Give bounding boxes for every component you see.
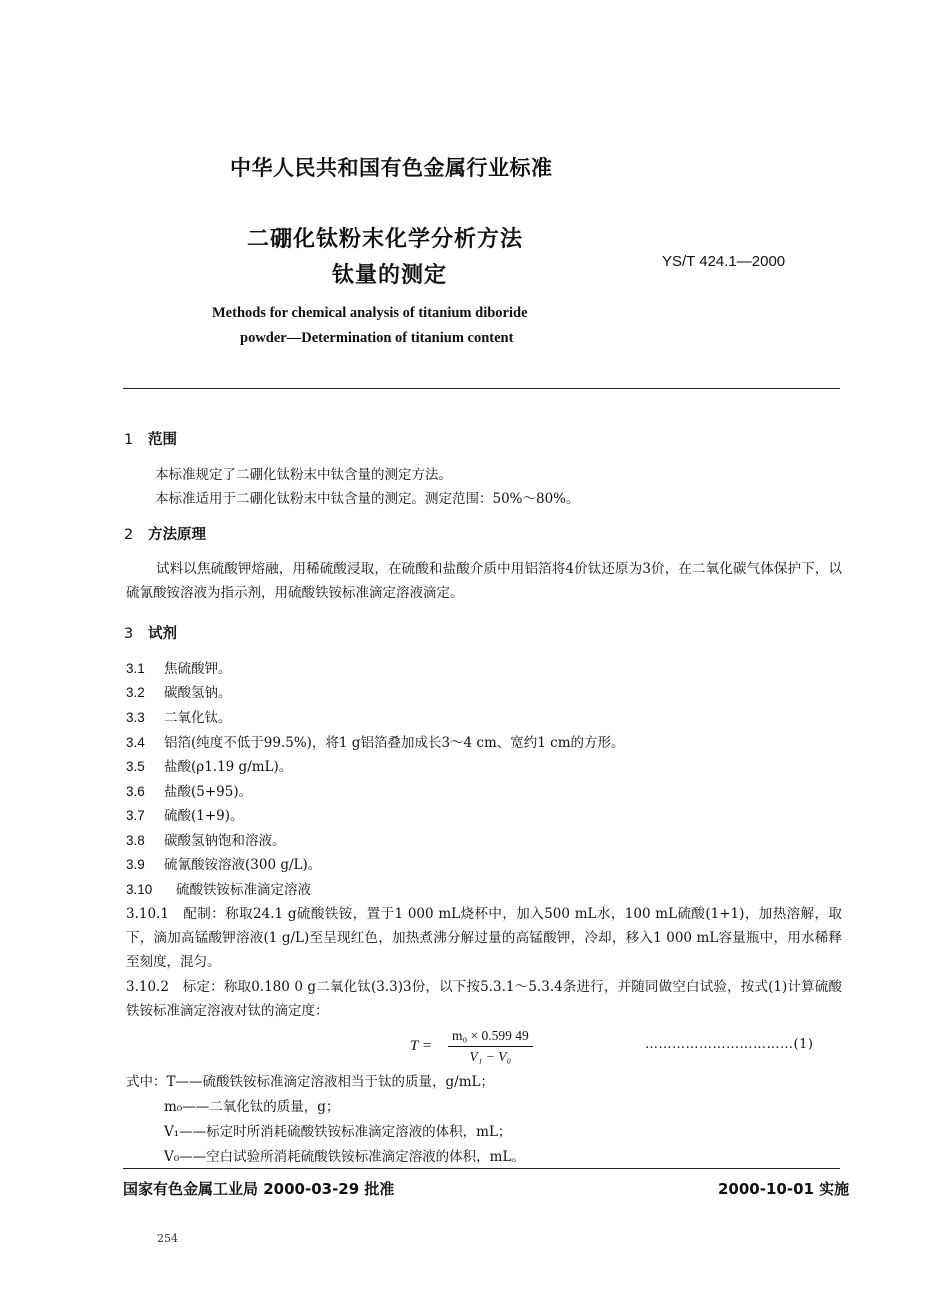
reagent-item: 3.1 焦硫酸钾。	[126, 661, 232, 677]
section-3-heading	[124, 622, 177, 643]
titer-formula	[410, 1028, 533, 1065]
definition-m0: m₀——二氧化钛的质量，g；	[164, 1099, 340, 1115]
formula-fraction	[448, 1028, 533, 1065]
english-title-line-2: powder—Determination of titanium content	[240, 330, 514, 346]
section-number: 3	[124, 626, 134, 642]
formula-denominator: V₁ − V₀	[469, 1049, 512, 1064]
scope-line-2: 本标准适用于二硼化钛粉末中钛含量的测定。测定范围：50%～80%。	[155, 491, 580, 507]
section-title: 方法原理	[148, 527, 206, 543]
reagent-item: 3.8 碳酸氢钠饱和溶液。	[126, 833, 286, 849]
approval-date: 国家有色金属工业局 2000-03-29 批准	[123, 1180, 395, 1198]
implementation-date: 2000-10-01 实施	[718, 1180, 850, 1198]
document-subtitle: 钛量的测定	[332, 263, 448, 288]
section-title: 试剂	[148, 626, 177, 642]
section-number: 2	[124, 527, 134, 543]
reagent-item: 3.4 铝箔(纯度不低于99.5%)，将1 g铝箔叠加成长3～4 cm、宽约1 cm的方形。	[126, 735, 625, 751]
section-number: 1	[124, 432, 134, 448]
definition-T: 式中：T——硫酸铁铵标准滴定溶液相当于钛的质量，g/mL；	[126, 1074, 494, 1090]
issuing-organization: 中华人民共和国有色金属行业标准	[230, 156, 553, 180]
english-title-line-1: Methods for chemical analysis of titanium diboride	[212, 305, 528, 321]
reagent-item: 3.3 二氧化钛。	[126, 710, 232, 726]
scope-line-1: 本标准规定了二硼化钛粉末中钛含量的测定方法。	[155, 467, 452, 483]
formula-numerator: m₀ × 0.599 49	[448, 1028, 533, 1047]
section-2-heading	[124, 523, 206, 544]
section-1-heading	[124, 428, 177, 449]
reagent-item: 3.2 碳酸氢钠。	[126, 685, 232, 701]
footer-divider	[123, 1168, 840, 1169]
document-title: 二硼化钛粉末化学分析方法	[247, 227, 524, 252]
page-number: 254	[157, 1232, 178, 1245]
reagent-item: 3.6 盐酸(5+95)。	[126, 784, 253, 800]
definition-V1: V₁——标定时所消耗硫酸铁铵标准滴定溶液的体积，mL；	[164, 1124, 512, 1140]
reagent-item: 3.5 盐酸(ρ1.19 g/mL)。	[126, 759, 293, 775]
header-divider	[123, 388, 840, 389]
reagent-item: 3.10 硫酸铁铵标准滴定溶液	[126, 882, 311, 898]
standardization-paragraph: 3.10.2 标定：称取0.180 0 g二氧化钛(3.3)3份，以下按5.3.1～5.3.4条进行，并随同做空白试验，按式(1)计算硫酸铁铵标准滴定溶液对钛的滴定度：	[126, 979, 842, 1019]
reagent-item: 3.7 硫酸(1+9)。	[126, 808, 244, 824]
preparation-paragraph: 3.10.1 配制：称取24.1 g硫酸铁铵，置于1 000 mL烧杯中，加入500 mL水，100 mL硫酸(1+1)，加热溶解，取下，滴加高锰酸钾溶液(1 g/L)至呈现红色，加热煮沸分解过量的高锰酸钾，冷却，移入1 000 mL容量瓶中，用水稀释至刻度，混匀。	[126, 906, 842, 970]
standard-number: YS/T 424.1—2000	[662, 253, 786, 270]
equation-number: ……………………………(1)	[645, 1037, 814, 1052]
formula-lhs: T =	[410, 1038, 432, 1054]
section-title: 范围	[148, 432, 177, 448]
reagent-item: 3.9 硫氰酸铵溶液(300 g/L)。	[126, 857, 322, 873]
principle-paragraph: 试料以焦硫酸钾熔融，用稀硫酸浸取，在硫酸和盐酸介质中用铝箔将4价钛还原为3价，在二氧化碳气体保护下，以硫氰酸铵溶液为指示剂，用硫酸铁铵标准滴定溶液滴定。	[126, 561, 842, 601]
definition-V0: V₀——空白试验所消耗硫酸铁铵标准滴定溶液的体积，mL。	[164, 1149, 525, 1165]
